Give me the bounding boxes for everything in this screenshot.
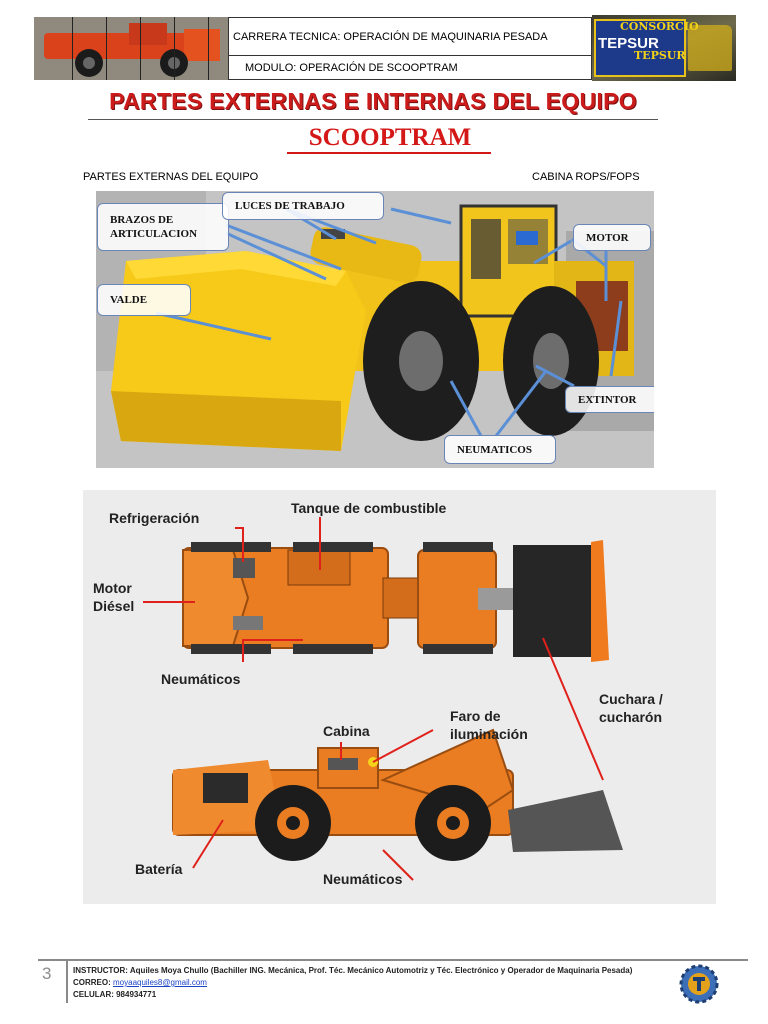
footer-instructor: INSTRUCTOR: Aquiles Moya Chullo (Bachiller ING. Mecánica, Prof. Téc. Mecánico Automotriz y Téc. Electrónico y Operador de Maquinaria Pesada) (73, 966, 633, 975)
footer-vertical-divider (66, 961, 68, 1003)
scooptram-photo (96, 191, 654, 468)
external-parts-label: PARTES EXTERNAS DEL EQUIPO (83, 171, 259, 183)
label-bateria: Batería (135, 861, 183, 877)
label-neumaticos-top: Neumáticos (161, 671, 241, 687)
callout-motor: MOTOR (573, 224, 651, 251)
label-faro-iluminacion: Faro de iluminación (450, 708, 528, 742)
footer-email-link[interactable]: moyaaquiles8@gmail.com (113, 978, 207, 987)
callout-valde: VALDE (97, 284, 191, 316)
footer-divider (38, 959, 748, 961)
scooptram-diagram (83, 490, 716, 904)
header-info-table (228, 17, 592, 80)
callout-neumaticos: NEUMATICOS (444, 435, 556, 464)
logo-tepsur-sub-text: TEPSUR (634, 49, 686, 62)
footer-phone: CELULAR: 984934771 (73, 990, 157, 999)
label-tanque-combustible: Tanque de combustible (291, 500, 447, 516)
career-title: CARRERA TECNICA: OPERACIÓN DE MAQUINARIA PESADA (229, 18, 591, 56)
footer-email-row (73, 978, 207, 987)
tepsur-logo (592, 15, 736, 81)
label-cuchara: Cuchara / cucharón (599, 691, 663, 725)
page-subtitle: SCOOPTRAM (308, 124, 472, 151)
label-cabina: Cabina (323, 723, 370, 739)
module-title: MODULO: OPERACIÓN DE SCOOPTRAM (245, 61, 458, 74)
callout-luces-trabajo: LUCES DE TRABAJO (222, 192, 384, 220)
footer-email-label: CORREO: (73, 978, 111, 987)
label-motor-diesel: Motor Diésel (93, 580, 135, 614)
callout-brazos-articulacion: BRAZOS DE ARTICULACION (97, 203, 229, 251)
callout-extintor: EXTINTOR (565, 386, 654, 413)
logo-tepsur-text: TEPSUR (598, 35, 659, 52)
logo-consorcio-text: CONSORCIO (620, 20, 699, 33)
label-neumaticos-bottom: Neumáticos (323, 871, 403, 887)
title-divider (88, 119, 658, 120)
page-number: 3 (42, 964, 52, 983)
gear-emblem-icon (677, 962, 721, 1006)
label-refrigeracion: Refrigeración (109, 510, 200, 526)
cabin-rops-label: CABINA ROPS/FOPS (532, 171, 640, 183)
header-loader-photo (34, 17, 228, 80)
subtitle-underline (287, 152, 491, 154)
page-title: PARTES EXTERNAS E INTERNAS DEL EQUIPO (109, 88, 637, 114)
